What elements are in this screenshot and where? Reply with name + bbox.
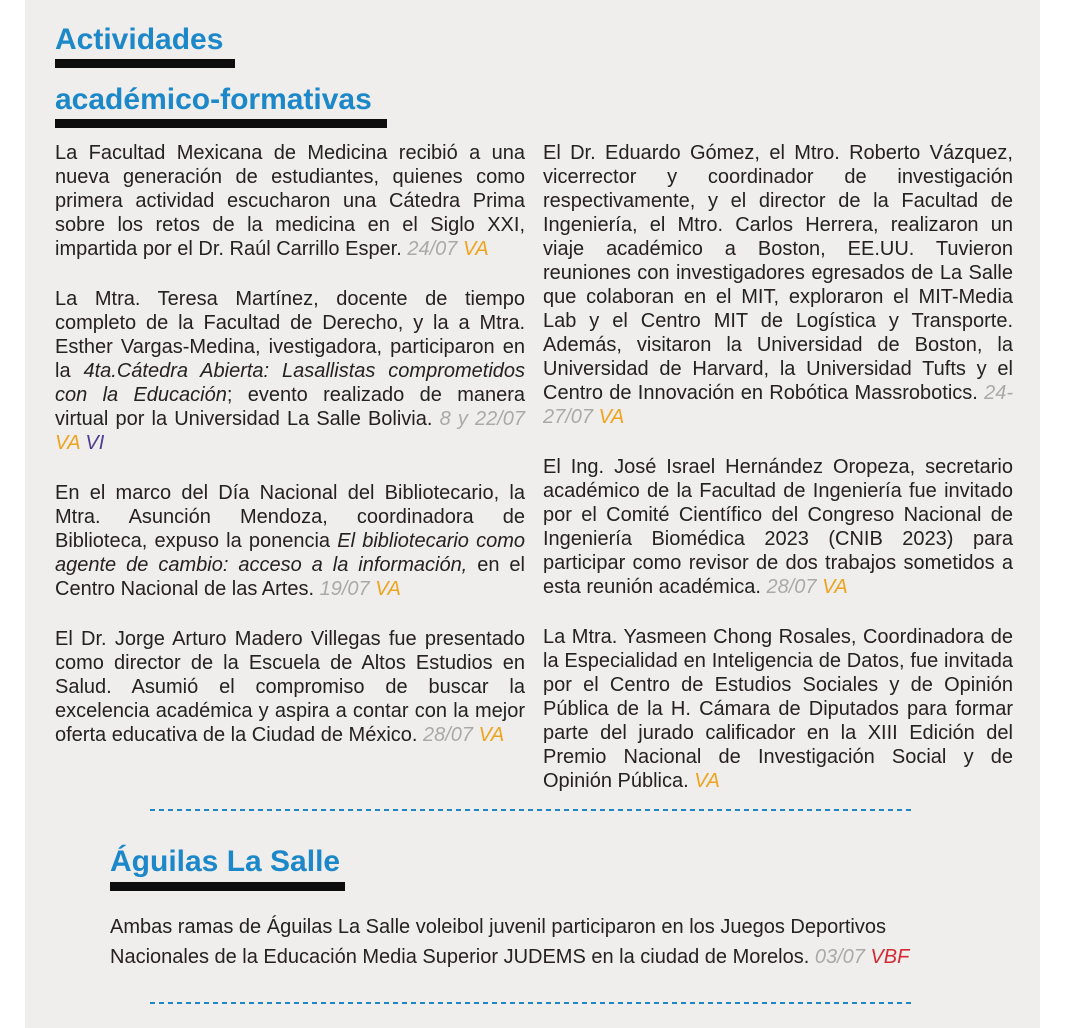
tag-va: VA: [822, 576, 848, 598]
newsletter-page: [25, 0, 1040, 1028]
article-text: En el marco del Día Nacional del Bibliotecario, la Mtra. Asunción Mendoza, coordinadora de Biblioteca, expuso la ponencia: [55, 482, 525, 552]
left-column: [55, 141, 525, 793]
article-dia-bibliotecario: [55, 481, 525, 601]
article-date: 24/07: [407, 238, 463, 260]
tag-va: VA: [55, 432, 86, 454]
section-title-line-1: Actividades: [55, 23, 224, 56]
tag-va: VA: [375, 578, 401, 600]
tag-vbf: VBF: [870, 946, 910, 968]
article-event-title: 4ta.Cátedra Abierta: Lasallistas comprometidos con la Educación: [55, 360, 526, 406]
tag-va: VA: [462, 238, 489, 260]
tag-vi: VI: [85, 432, 105, 454]
article-text: La Mtra. Yasmeen Chong Rosales, Coordinadora de la Especialidad en Inteligencia de Datos, fue invitada por el Centro de Estudios Sociales y de Opinión Pública de la H. Cámara de Diputados para formar parte del jurado calificador en la XIII Edición del Premio Nacional de Investigación Social y de Opinión Pública.: [543, 626, 1013, 792]
article-text: en el Centro Nacional de las Artes.: [55, 554, 525, 600]
section-title-line-2: académico-formativas: [55, 83, 372, 116]
article-jurado-calificador: [543, 625, 1013, 793]
article-date: 19/07: [319, 578, 376, 600]
article-date: 28/07: [766, 576, 823, 598]
article-voleibol-judems: [110, 912, 960, 972]
article-date: 28/07: [423, 724, 479, 746]
article-text: El Dr. Eduardo Gómez, el Mtro. Roberto Vázquez, vicerrector y coordinador de investigación respectivamente, y el director de la Facultad de Ingeniería, el Mtro. Carlos Herrera, realizaron un viaje académico a Boston, EE.UU. Tuvieron reuniones con investigadores egresados de La Salle que colaboran en el MIT, exploraron el MIT-Media Lab y el Centro MIT de Logística y Transporte. Además, visitaron la Universidad de Boston, la Universidad de Harvard, la Universidad Tufts y el Centro de Innovación en Robótica Massrobotics.: [543, 142, 1013, 404]
title-underline-bar-3: [110, 882, 345, 891]
article-date: 8 y 22/07: [439, 408, 526, 430]
article-date: 03/07: [814, 946, 871, 968]
tag-va: VA: [478, 724, 505, 746]
article-text: El Dr. Jorge Arturo Madero Villegas fue presentado como director de la Escuela de Altos Estudios en Salud. Asumió el compromiso de buscar la excelencia académica y aspira a contar con la mejor oferta educativa de la Ciudad de México.: [55, 628, 525, 746]
article-text: La Facultad Mexicana de Medicina recibió a una nueva generación de estudiantes, quienes como primera actividad escucharon una Cátedra Prima sobre los retos de la medicina en el Siglo XXI, impartida por el Dr. Raúl Carrillo Esper.: [55, 142, 525, 260]
tag-va: VA: [598, 406, 625, 428]
section-header-aguilas: [110, 845, 345, 891]
section-header-academic: [55, 24, 535, 128]
article-text: La Mtra. Teresa Martínez, docente de tiempo completo de la Facultad de Derecho, y la a Mtra. Esther Vargas-Medina, ivestigadora, participaron en la: [55, 288, 525, 382]
article-medicina-catedra-prima: [55, 141, 525, 261]
article-date: 24-27/07: [543, 382, 1013, 428]
dashed-divider-bottom: [150, 1002, 915, 1004]
title-underline-bar-2: [55, 119, 387, 128]
two-column-body: [55, 141, 1013, 793]
article-viaje-boston: [543, 141, 1013, 429]
article-altos-estudios-salud: [55, 627, 525, 747]
article-text: Ambas ramas de Águilas La Salle voleibol juvenil participaron en los Juegos Deportivos Nacionales de la Educación Media Superior JUDEMS en la ciudad de Morelos.: [110, 916, 886, 968]
aguilas-section-title: Águilas La Salle: [110, 845, 341, 878]
article-catedra-abierta: [55, 287, 525, 455]
dashed-divider-top: [150, 809, 915, 811]
right-column: [543, 141, 1013, 793]
article-text: ; evento realizado de manera virtual por la Universidad La Salle Bolivia.: [55, 384, 526, 430]
article-event-title: El bibliotecario como agente de cambio: acceso a la información,: [55, 530, 526, 576]
title-underline-bar-1: [55, 59, 235, 68]
article-text: El Ing. José Israel Hernández Oropeza, secretario académico de la Facultad de Ingeniería fue invitado por el Comité Científico del Congreso Nacional de Ingeniería Biomédica 2023 (CNIB 2023) para participar como revisor de dos trabajos sometidos a esta reunión académica.: [543, 456, 1013, 598]
tag-va: VA: [694, 770, 720, 792]
article-cnib-2023: [543, 455, 1013, 599]
